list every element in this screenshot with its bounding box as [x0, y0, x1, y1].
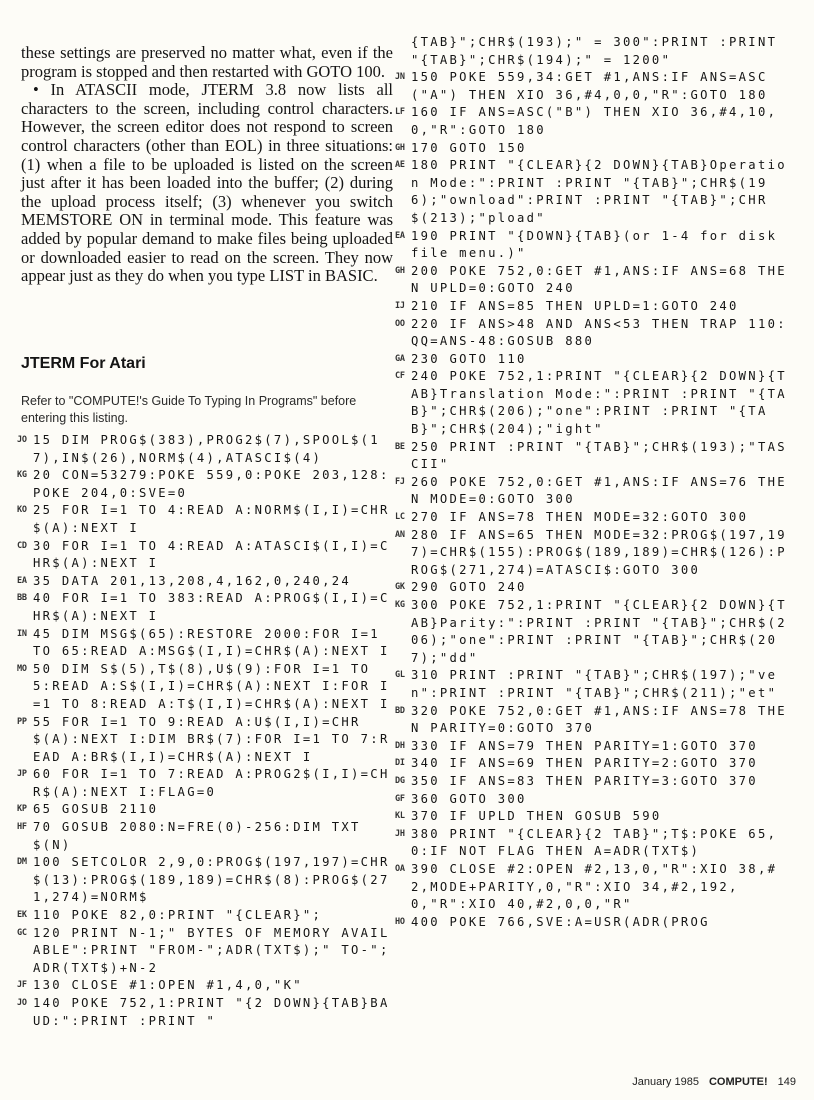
- code-text: 360 GOTO 300: [411, 791, 527, 806]
- checksum-code: GA: [395, 353, 405, 364]
- paragraph-1: these settings are preserved no matter what, even if the program is stopped and then restarted with GOTO 100.: [21, 43, 393, 81]
- prose-block: [21, 44, 393, 286]
- code-text: 15 DIM PROG$(383),PROG2$(7),SPOOL$(17),IN$(26),NORM$(4),ATASCI$(4): [33, 433, 380, 465]
- code-text: 190 PRINT "{DOWN}{TAB}(or 1-4 for disk file menu.)": [411, 228, 787, 261]
- listing-line: [17, 573, 395, 591]
- checksum-code: DG: [395, 775, 405, 786]
- checksum-code: DI: [395, 758, 405, 769]
- listing-line: [395, 104, 795, 139]
- listing-line: [17, 467, 395, 502]
- code-text: 220 IF ANS>48 AND ANS<53 THEN TRAP 110:QQ=ANS-48:GOSUB 880: [411, 316, 787, 349]
- listing-line: [395, 69, 795, 104]
- code-text: 340 IF ANS=69 THEN PARITY=2:GOTO 370: [411, 756, 758, 771]
- checksum-code: HF: [17, 822, 27, 833]
- code-text: 390 CLOSE #2:OPEN #2,13,0,"R":XIO 38,#2,MODE+PARITY,0,"R":XIO 34,#2,192,0,"R":XIO 40,#2,0,0,"R": [411, 861, 778, 912]
- code-text: 70 GOSUB 2080:N=FRE(0)-256:DIM TXT$(N): [33, 820, 361, 852]
- listing-line: [395, 861, 795, 914]
- checksum-code: JN: [395, 72, 405, 83]
- code-text: 55 FOR I=1 TO 9:READ A:U$(I,I)=CHR$(A):NEXT I:DIM BR$(7):FOR I=1 TO 7:READ A:BR$(I,I)=CHR$(A):NEXT I: [33, 714, 390, 764]
- code-text: 350 IF ANS=83 THEN PARITY=3:GOTO 370: [411, 773, 758, 788]
- code-text: 180 PRINT "{CLEAR}{2 DOWN}{TAB}Operation Mode:":PRINT :PRINT "{TAB}";CHR$(196);"ownload":PRINT :PRINT "{TAB}";CHR$(213);"pload": [411, 158, 787, 225]
- checksum-code: GK: [395, 582, 405, 593]
- code-text: 330 IF ANS=79 THEN PARITY=1:GOTO 370: [411, 738, 758, 753]
- code-text: 35 DATA 201,13,208,4,162,0,240,24: [33, 573, 352, 588]
- listing-line: [395, 140, 795, 158]
- code-text: 40 FOR I=1 TO 383:READ A:PROG$(I,I)=CHR$(A):NEXT I: [33, 591, 390, 623]
- code-text: 250 PRINT :PRINT "{TAB}";CHR$(193);"TASCII": [411, 439, 787, 472]
- checksum-code: EK: [17, 910, 27, 921]
- code-text: 60 FOR I=1 TO 7:READ A:PROG2$(I,I)=CHR$(A):NEXT I:FLAG=0: [33, 767, 390, 799]
- listing-line: [395, 527, 795, 580]
- section-title: JTERM For Atari: [21, 355, 146, 372]
- code-text: 45 DIM MSG$(65):RESTORE 2000:FOR I=1 TO 65:READ A:MSG$(I,I)=CHR$(A):NEXT I: [33, 626, 390, 659]
- checksum-code: GH: [395, 265, 405, 276]
- listing-line: [395, 228, 795, 263]
- listing-line: [395, 808, 795, 826]
- code-text: 270 IF ANS=78 THEN MODE=32:GOTO 300: [411, 510, 749, 525]
- checksum-code: GF: [395, 793, 405, 804]
- checksum-code: JF: [17, 980, 27, 991]
- checksum-code: DH: [395, 740, 405, 751]
- listing-line: [395, 34, 795, 69]
- code-text: 160 IF ANS=ASC("B") THEN XIO 36,#4,10,0,"R":GOTO 180: [411, 105, 778, 137]
- checksum-code: BD: [395, 705, 405, 716]
- listing-line: [395, 351, 795, 369]
- article-prose: [21, 44, 393, 286]
- code-text: 150 POKE 559,34:GET #1,ANS:IF ANS=ASC("A") THEN XIO 36,#4,0,0,"R":GOTO 180: [411, 70, 768, 102]
- checksum-code: AN: [395, 529, 405, 540]
- checksum-code: PP: [17, 716, 27, 727]
- checksum-code: GH: [395, 142, 405, 153]
- code-text: 120 PRINT N-1;" BYTES OF MEMORY AVAILABLE":PRINT "FROM-";ADR(TXT$);" TO-";ADR(TXT$)+N-2: [33, 925, 390, 975]
- code-text: 370 IF UPLD THEN GOSUB 590: [411, 809, 662, 824]
- code-text: 200 POKE 752,0:GET #1,ANS:IF ANS=68 THEN UPLD=0:GOTO 240: [411, 263, 787, 296]
- code-text: 210 IF ANS=85 THEN UPLD=1:GOTO 240: [411, 298, 739, 313]
- listing-line: [395, 298, 795, 316]
- code-text: 280 IF ANS=65 THEN MODE=32:PROG$(197,197)=CHR$(155):PROG$(189,189)=CHR$(126):PROG$(271,274)=ATASCI$:GOTO 300: [411, 527, 787, 577]
- code-text: 300 POKE 752,1:PRINT "{CLEAR}{2 DOWN}{TAB}Parity:":PRINT :PRINT "{TAB}";CHR$(206);"one":PRINT :PRINT "{TAB}";CHR$(207);"dd": [411, 598, 787, 665]
- listing-line: [395, 263, 795, 298]
- listing-line: [17, 819, 395, 854]
- listing-line: [395, 439, 795, 474]
- checksum-code: KG: [17, 470, 27, 481]
- checksum-code: BE: [395, 441, 405, 452]
- checksum-code: GC: [17, 927, 27, 938]
- listing-line: [395, 509, 795, 527]
- listing-line: [17, 538, 395, 573]
- checksum-code: IN: [17, 628, 27, 639]
- listing-line: [17, 925, 395, 978]
- listing-line: [17, 977, 395, 995]
- code-text: 310 PRINT :PRINT "{TAB}";CHR$(197);"ven":PRINT :PRINT "{TAB}";CHR$(211);"et": [411, 668, 778, 700]
- code-text: 25 FOR I=1 TO 4:READ A:NORM$(I,I)=CHR$(A):NEXT I: [33, 503, 390, 535]
- code-text: 320 POKE 752,0:GET #1,ANS:IF ANS=78 THEN PARITY=0:GOTO 370: [411, 703, 787, 736]
- code-text: 130 CLOSE #1:OPEN #1,4,0,"K": [33, 978, 303, 993]
- code-text: 65 GOSUB 2110: [33, 802, 159, 817]
- listing-line: [395, 368, 795, 438]
- checksum-code: KL: [395, 811, 405, 822]
- code-text: 170 GOTO 150: [411, 140, 527, 155]
- listing-line: [395, 703, 795, 738]
- typing-note: Refer to "COMPUTE!'s Guide To Typing In Programs" before entering this listing.: [21, 394, 357, 425]
- code-text: 110 POKE 82,0:PRINT "{CLEAR}";: [33, 908, 323, 923]
- listing-line: [17, 801, 395, 819]
- listing-line: [17, 590, 395, 625]
- checksum-code: OA: [395, 863, 405, 874]
- checksum-code: LF: [395, 107, 405, 118]
- checksum-code: AE: [395, 160, 405, 171]
- listing-line: [395, 597, 795, 667]
- program-listing-right: [395, 34, 795, 931]
- checksum-code: FJ: [395, 476, 405, 487]
- checksum-code: CF: [395, 371, 405, 382]
- listing-line: [17, 626, 395, 661]
- checksum-code: JH: [395, 828, 405, 839]
- listing-line: [395, 826, 795, 861]
- listing-line: [395, 914, 795, 932]
- listing-line: [395, 474, 795, 509]
- issue-date: January 1985: [632, 1076, 699, 1088]
- code-text: 240 POKE 752,1:PRINT "{CLEAR}{2 DOWN}{TAB}Translation Mode:":PRINT :PRINT "{TAB}";CHR$(206);"one":PRINT :PRINT "{TAB}";CHR$(204);"ight": [411, 369, 787, 437]
- magazine-name: COMPUTE!: [708, 1076, 768, 1088]
- page-number: 149: [777, 1076, 796, 1088]
- code-text: 260 POKE 752,0:GET #1,ANS:IF ANS=76 THEN MODE=0:GOTO 300: [411, 474, 787, 507]
- checksum-code: CD: [17, 540, 27, 551]
- listing-line: [17, 661, 395, 714]
- code-text: 400 POKE 766,SVE:A=USR(ADR(PROG: [411, 914, 710, 929]
- checksum-code: JO: [17, 435, 27, 445]
- listing-line: [17, 995, 395, 1030]
- listing-line: [395, 316, 795, 351]
- code-text: 290 GOTO 240: [411, 580, 527, 595]
- listing-line: [395, 157, 795, 227]
- checksum-code: JO: [17, 998, 27, 1008]
- checksum-code: KP: [17, 804, 27, 815]
- code-text: 30 FOR I=1 TO 4:READ A:ATASCI$(I,I)=CHR$(A):NEXT I: [33, 538, 390, 571]
- listing-line: [17, 714, 395, 767]
- code-text: 140 POKE 752,1:PRINT "{2 DOWN}{TAB}BAUD:":PRINT :PRINT ": [33, 996, 390, 1028]
- code-text: 50 DIM S$(5),T$(8),U$(9):FOR I=1 TO 5:READ A:S$(I,I)=CHR$(A):NEXT I:FOR I=1 TO 8:READ A:T$(I,I)=CHR$(A):NEXT I: [33, 661, 390, 711]
- listing-line: [17, 854, 395, 907]
- listing-line: [395, 579, 795, 597]
- code-text: {TAB}";CHR$(193);" = 300":PRINT :PRINT "{TAB}";CHR$(194);" = 1200": [411, 35, 787, 67]
- listing-line: [395, 667, 795, 702]
- listing-line: [17, 766, 395, 801]
- listing-line: [17, 502, 395, 537]
- checksum-code: LC: [395, 512, 405, 523]
- checksum-code: MO: [17, 663, 27, 674]
- code-text: 380 PRINT "{CLEAR}{2 TAB}";T$:POKE 65,0:IF NOT FLAG THEN A=ADR(TXT$): [411, 826, 778, 859]
- checksum-code: HO: [395, 916, 405, 927]
- code-text: 100 SETCOLOR 2,9,0:PROG$(197,197)=CHR$(13):PROG$(189,189)=CHR$(8):PROG$(271,274)=NORM$: [33, 855, 390, 905]
- listing-line: [17, 432, 395, 467]
- code-text: 20 CON=53279:POKE 559,0:POKE 203,128:POKE 204,0:SVE=0: [33, 468, 390, 500]
- listing-line: [17, 907, 395, 925]
- checksum-code: EA: [395, 230, 405, 241]
- checksum-code: JP: [17, 769, 27, 780]
- code-text: 230 GOTO 110: [411, 351, 527, 366]
- checksum-code: KO: [17, 505, 27, 516]
- listing-line: [395, 738, 795, 756]
- paragraph-2: • In ATASCII mode, JTERM 3.8 now lists all characters to the screen, including control characters. However, the screen editor does not respond to screen control characters (other than EOL) in three situations: (1) when a file to be uploaded is listed on the screen just after it has been loaded into the buffer; (2) during the upload process itself; (3) whenever you switch MEMSTORE ON in terminal mode. This feature was added by popular demand to make files being uploaded or downloaded easier to read on the screen. They now appear just as they do when you type LIST in BASIC.: [21, 80, 393, 286]
- program-listing-left: [17, 432, 395, 1030]
- checksum-code: DM: [17, 857, 27, 868]
- listing-line: [395, 773, 795, 791]
- page-footer: [632, 1076, 796, 1088]
- checksum-code: GL: [395, 670, 405, 681]
- checksum-code: EA: [17, 575, 27, 586]
- listing-line: [395, 755, 795, 773]
- checksum-code: OO: [395, 318, 405, 329]
- checksum-code: IJ: [395, 300, 405, 311]
- checksum-code: BB: [17, 593, 27, 604]
- listing-line: [395, 791, 795, 809]
- checksum-code: KG: [395, 600, 405, 610]
